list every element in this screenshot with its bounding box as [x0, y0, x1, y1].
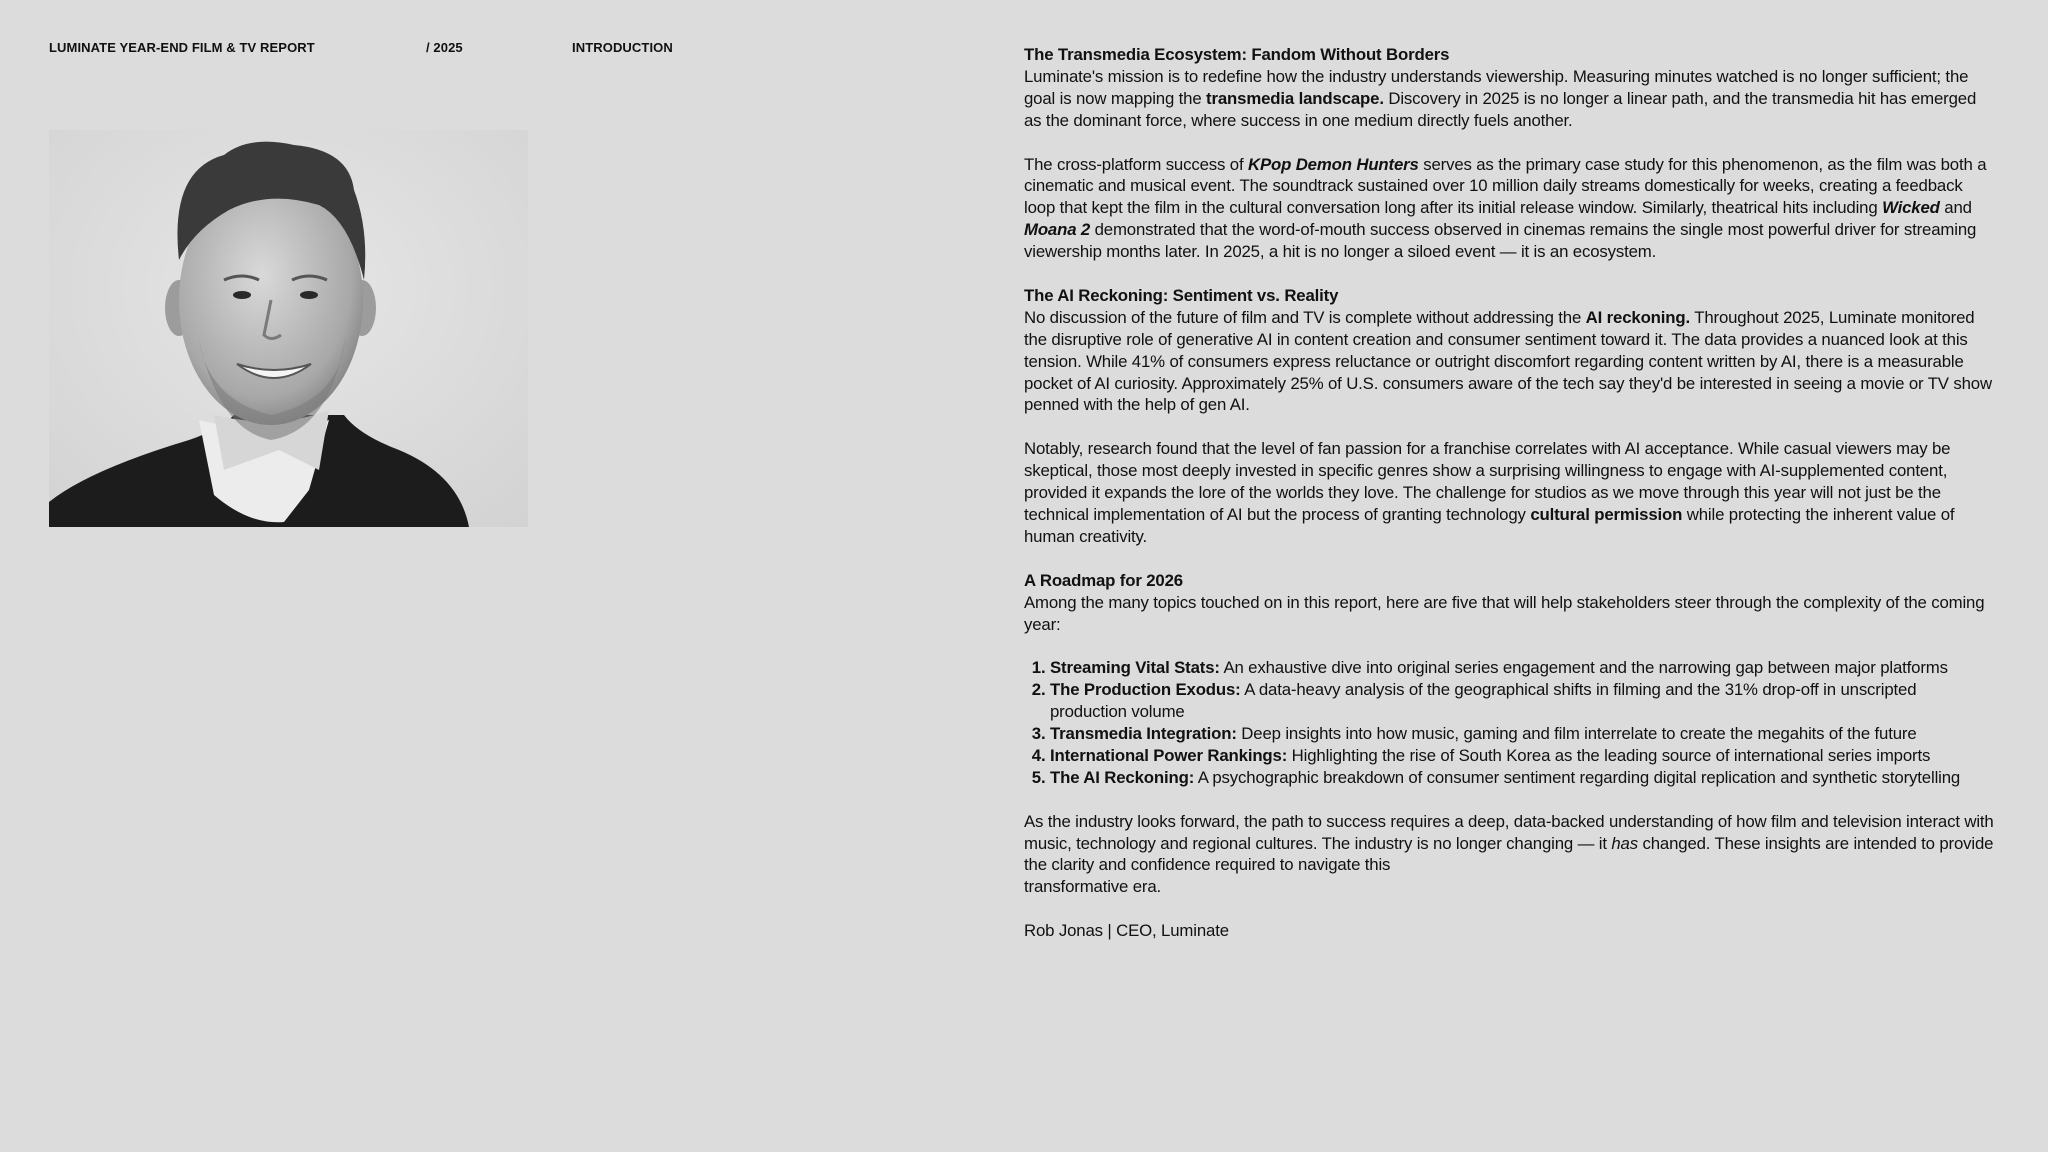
section-heading: A Roadmap for 2026 — [1024, 570, 1183, 590]
roadmap-item — [1050, 745, 1994, 767]
closing-paragraph — [1024, 811, 1994, 899]
roadmap-item — [1050, 767, 1994, 789]
text-run: No discussion of the future of film and TV is complete without addressing the — [1024, 307, 1586, 327]
report-year: / 2025 — [426, 40, 463, 55]
article-section — [1024, 570, 1994, 636]
text-run: while protecting the inherent value of human creativity. — [1024, 504, 1955, 546]
emphasis-text: Wicked — [1882, 198, 1940, 218]
article-section — [1024, 44, 1994, 263]
roadmap-item-text: A psychographic breakdown of consumer sentiment regarding digital replication and synthetic storytelling — [1194, 767, 1961, 787]
emphasis-text: KPop Demon Hunters — [1247, 154, 1419, 174]
text-run: Discovery in 2025 is no longer a linear path, and the transmedia hit has emerged as the dominant force, where success in one medium directly fuels another. — [1024, 88, 1977, 130]
text-run: Throughout 2025, Luminate monitored the disruptive role of generative AI in content creation and consumer sentiment toward it. The data provides a nuanced look at this tension. While 41% of consumers express reluctance or outright discomfort regarding content written by AI, there is a measurable pocket of AI curiosity. Approximately 25% of U.S. consumers aware of the tech say they'd be interested in seeing a movie or TV show penned with the help of gen AI. — [1024, 307, 1992, 415]
roadmap-item-text: A data-heavy analysis of the geographical shifts in filming and the 31% drop-off in unscripted production volume — [1050, 680, 1917, 722]
emphasis-text: has — [1611, 833, 1638, 853]
roadmap-item-label: Streaming Vital Stats: — [1050, 658, 1220, 678]
text-run: As the industry looks forward, the path to success requires a deep, data-backed understanding of how film and television interact with music, technology and regional cultures. The industry is no longer changing — it — [1024, 811, 1994, 853]
roadmap-item-label: The AI Reckoning: — [1050, 767, 1195, 787]
body-paragraph — [1024, 592, 1994, 636]
emphasis-text: cultural permission — [1530, 504, 1683, 524]
roadmap-list — [1024, 657, 1994, 788]
emphasis-text: Moana 2 — [1024, 220, 1091, 240]
signature: Rob Jonas | CEO, Luminate — [1024, 921, 1229, 941]
roadmap-item-text: Highlighting the rise of South Korea as the leading source of international series imports — [1287, 745, 1931, 765]
emphasis-text: AI reckoning. — [1585, 307, 1691, 327]
report-title: LUMINATE YEAR-END FILM & TV REPORT — [49, 40, 315, 55]
roadmap-item-label: The Production Exodus: — [1050, 680, 1241, 700]
text-run: changed. These insights are intended to provide the clarity and confidence required to navigate this — [1024, 833, 1994, 875]
roadmap-item-text: An exhaustive dive into original series engagement and the narrowing gap between major platforms — [1219, 658, 1948, 678]
text-run: Notably, research found that the level of fan passion for a franchise correlates with AI acceptance. While casual viewers may be skeptical, those most deeply invested in specific genres show a surprising willingness to engage with AI-supplemented content, provided it expands the lore of the worlds they love. The challenge for studios as we move through this year will not just be the technical implementation of AI but the process of granting technology — [1024, 439, 1951, 524]
text-run: serves as the primary case study for this phenomenon, as the film was both a cinematic and musical event. The soundtrack sustained over 10 million daily streams domestically for weeks, creating a feedback loop that kept the film in the cultural conversation long after its initial release window. Similarly, theatrical hits including — [1024, 154, 1987, 218]
roadmap-item-label: International Power Rankings: — [1050, 745, 1288, 765]
body-paragraph — [1024, 307, 1994, 417]
text-run: Among the many topics touched on in this report, here are five that will help stakeholders steer through the complexity of the coming year: — [1024, 592, 1985, 634]
text-run: and — [1939, 198, 1972, 218]
section-heading: The Transmedia Ecosystem: Fandom Without Borders — [1024, 45, 1450, 64]
roadmap-item — [1050, 679, 1994, 723]
section-label: INTRODUCTION — [572, 40, 673, 55]
text-run: transformative era. — [1024, 877, 1162, 897]
roadmap-item — [1050, 657, 1994, 679]
text-run: The cross-platform success of — [1024, 154, 1248, 174]
roadmap-item-text: Deep insights into how music, gaming and film interrelate to create the megahits of the future — [1236, 724, 1917, 744]
text-run: Luminate's mission is to redefine how the industry understands viewership. Measuring minutes watched is no longer sufficient; the goal is now mapping the — [1024, 66, 1969, 108]
ceo-portrait-photo — [49, 130, 528, 527]
body-paragraph — [1024, 66, 1994, 132]
section-heading: The AI Reckoning: Sentiment vs. Reality — [1024, 285, 1339, 305]
body-paragraph — [1024, 154, 1994, 264]
emphasis-text: transmedia landscape. — [1206, 88, 1384, 108]
introduction-article — [1024, 44, 1994, 964]
roadmap-item — [1050, 723, 1994, 745]
body-paragraph — [1024, 438, 1994, 548]
text-run: demonstrated that the word-of-mouth success observed in cinemas remains the single most powerful driver for streaming viewership months later. In 2025, a hit is no longer a siloed event — it is an ecosystem. — [1024, 220, 1977, 262]
article-section — [1024, 285, 1994, 548]
roadmap-item-label: Transmedia Integration: — [1050, 724, 1237, 744]
portrait-image — [49, 130, 528, 527]
